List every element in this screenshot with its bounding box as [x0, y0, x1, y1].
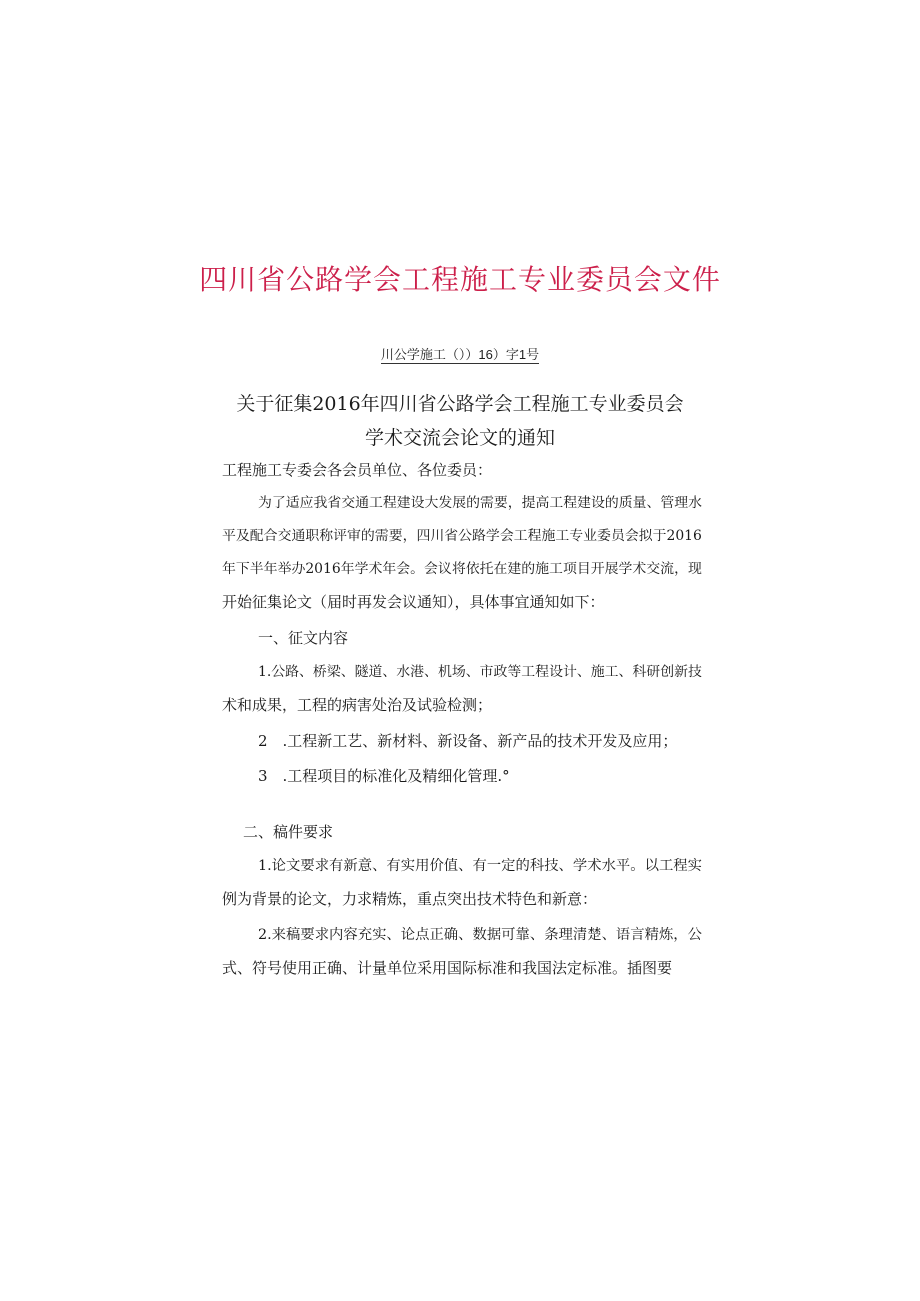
document-number: [0, 344, 920, 363]
section-2-item-1-line-1: 1.论文要求有新意、有实用价值、有一定的科技、学术水平。以工程实: [258, 858, 702, 874]
section-1-item-1-line-2: 术和成果，工程的病害处治及试验检测；: [222, 696, 493, 714]
document-number-text: 川公学施工（））16）字1号: [380, 347, 540, 362]
notice-title-line-1: 关于征集2016年四川省公路学会工程施工专业委员会: [236, 393, 684, 415]
intro-line-1: 为了适应我省交通工程建设大发展的需要，提高工程建设的质量、管理水: [258, 495, 703, 511]
intro-line-4: 开始征集论文（届时再发会议通知），具体事宜通知如下：: [222, 593, 605, 611]
intro-line-2: 平及配合交通职称评审的需要，四川省公路学会工程施工专业委员会拟于2016: [222, 528, 702, 544]
section-2-heading: 二、稿件要求: [243, 823, 334, 841]
section-1-item-3: 3 .工程项目的标准化及精细化管理.°: [258, 767, 510, 785]
intro-line-3: 年下半年举办2016年学术年会。会议将依托在建的施工项目开展学术交流，现: [222, 561, 702, 577]
section-2-item-2-line-2: 式、符号使用正确、计量单位采用国际标准和我国法定标准。插图要: [222, 959, 673, 977]
section-1-item-1-line-1: 1.公路、桥梁、隧道、水港、机场、市政等工程设计、施工、科研创新技: [258, 664, 702, 680]
salutation: 工程施工专委会各会员单位、各位委员：: [222, 461, 493, 479]
section-1-item-2: 2 .工程新工艺、新材料、新设备、新产品的技术开发及应用；: [258, 732, 678, 750]
org-header-title: 四川省公路学会工程施工专业委员会文件: [199, 263, 721, 296]
section-1-heading: 一、征文内容: [258, 629, 349, 647]
section-2-item-1-line-2: 例为背景的论文，力求精炼，重点突出技术特色和新意：: [222, 890, 598, 908]
notice-title-line-2: 学术交流会论文的通知: [364, 427, 555, 449]
section-2-item-2-line-1: 2.来稿要求内容充实、论点正确、数据可靠、条理清楚、语言精炼，公: [258, 927, 702, 943]
